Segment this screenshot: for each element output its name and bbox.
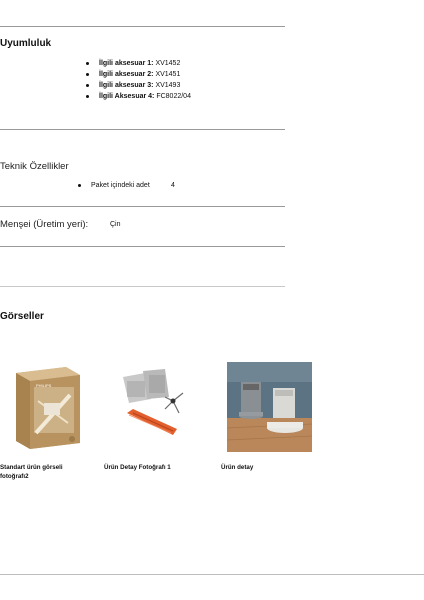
images-heading: Görseller [0,311,44,322]
origin-value: Çin [110,221,121,228]
product-box-image [8,363,84,449]
list-item: İlgili aksesuar 2: XV1451 [99,69,299,80]
image-caption: Ürün Detay Fotoğrafı 1 [104,464,171,471]
divider-bottom [0,574,424,575]
compat-heading: Uyumluluk [0,38,52,49]
list-item: İlgili Aksesuar 4: FC8022/04 [99,91,299,102]
divider [0,129,285,130]
divider [0,206,285,207]
image-caption: Ürün detay [221,464,254,471]
filters-brushes-image [113,365,195,449]
list-item: İlgili aksesuar 1: XV1452 [99,58,299,69]
compat-list [99,58,299,102]
brand-logo: PHILIPS [36,383,52,388]
specs-value: 4 [171,182,175,189]
list-item: İlgili aksesuar 3: XV1493 [99,80,299,91]
divider [0,286,285,287]
divider [0,246,285,247]
specs-heading: Teknik Özellikler [0,161,69,172]
divider-top [0,26,285,27]
robot-vacuum-image [227,362,312,452]
image-caption: Standart ürün görseli fotoğrafı2 [0,464,63,480]
origin-label: Menşei (Üretim yeri): [0,219,89,230]
specs-list [91,180,211,191]
list-item: Paket içindeki adet [91,180,211,191]
